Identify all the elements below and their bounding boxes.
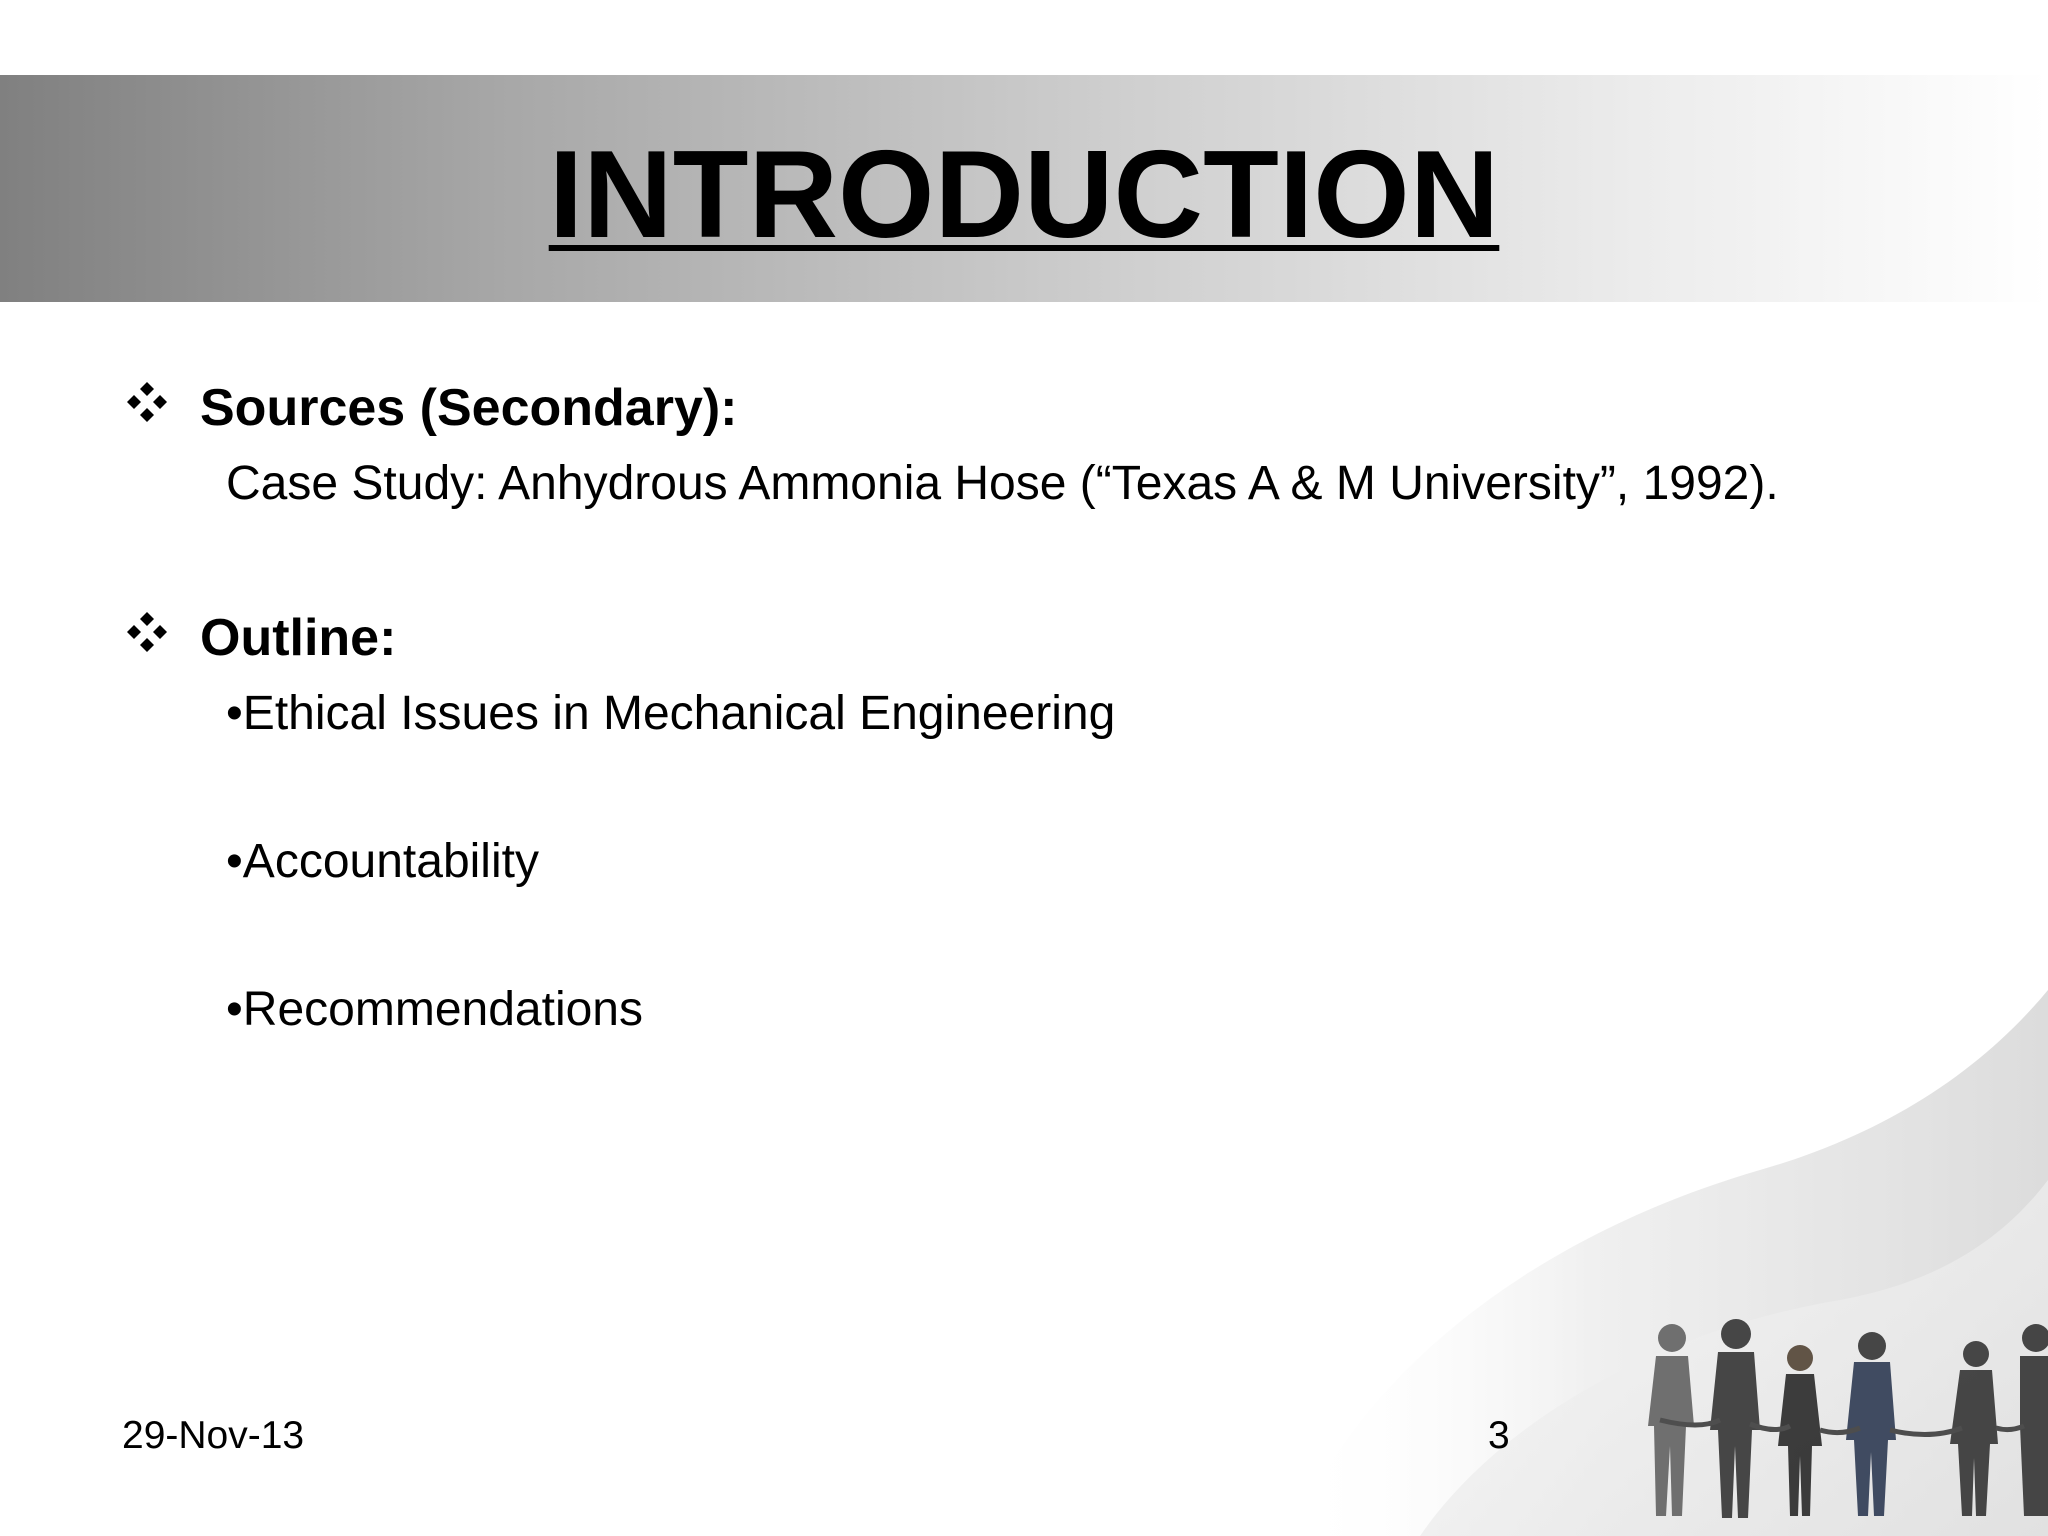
footer-page-number: 3 — [1488, 1414, 1510, 1457]
outline-item-recommendations: •Recommendations — [226, 983, 643, 1036]
four-diamond-bullet-icon — [125, 610, 169, 654]
outline-item-ethical-issues: •Ethical Issues in Mechanical Engineering — [226, 687, 1116, 740]
outline-item-accountability: •Accountability — [226, 835, 539, 888]
section-heading-outline — [125, 606, 396, 670]
section-heading-text: Sources (Secondary): — [200, 379, 738, 437]
section-heading-text: Outline: — [200, 609, 397, 667]
source-citation-line: Case Study: Anhydrous Ammonia Hose (“Texas A & M University”, 1992). — [226, 457, 1779, 510]
four-diamond-bullet-icon — [125, 380, 169, 424]
footer-date: 29-Nov-13 — [122, 1414, 305, 1457]
slide-title: INTRODUCTION — [548, 126, 1500, 264]
section-heading-sources — [125, 376, 738, 440]
